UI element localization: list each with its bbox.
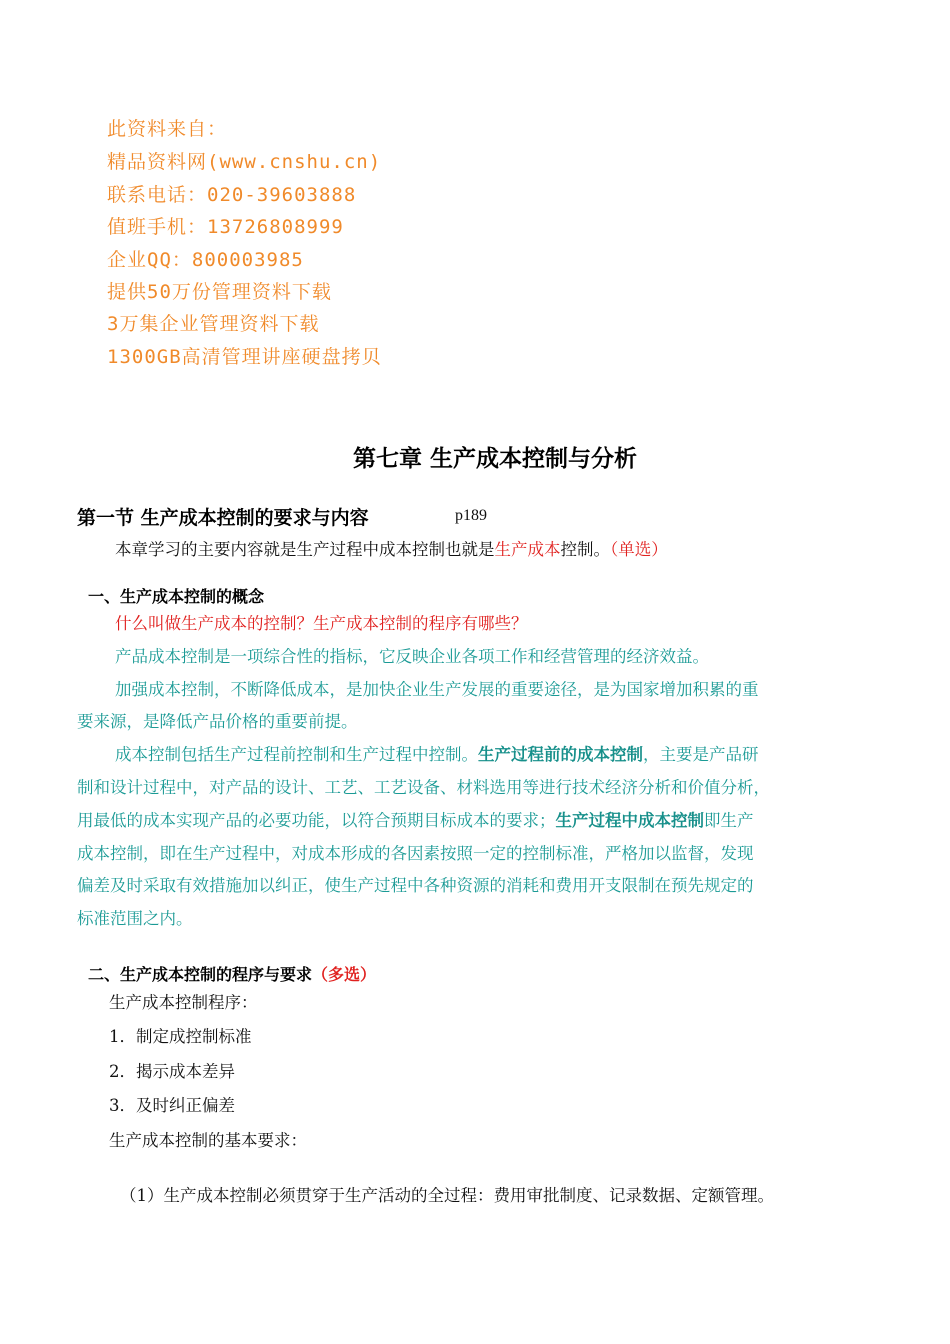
part1-para2-line1: 加强成本控制，不断降低成本，是加快企业生产发展的重要途径，是为国家增加积累的重 bbox=[115, 680, 759, 699]
requirements-label: 生产成本控制的基本要求： bbox=[109, 1131, 307, 1150]
program-step: 3．及时纠正偏差 bbox=[109, 1096, 235, 1115]
intro-text: 本章学习的主要内容就是生产过程中成本控制也就是 bbox=[115, 540, 495, 559]
multiple-choice-tag: （多选） bbox=[312, 965, 377, 984]
part1-para3-line5: 偏差及时采取有效措施加以纠正，使生产过程中各种资源的消耗和费用开支限制在预先规定的 bbox=[77, 876, 754, 895]
intro-highlight: 生产成本 bbox=[494, 540, 561, 559]
part2-heading-text: 二、生产成本控制的程序与要求 bbox=[88, 965, 313, 984]
section-title: 第一节 生产成本控制的要求与内容 bbox=[77, 507, 369, 529]
single-choice-tag: （单选） bbox=[610, 540, 668, 559]
ad-line: 值班手机：13726808999 bbox=[107, 216, 344, 238]
part1-para3-line4: 成本控制，即在生产过程中，对成本形成的各因素按照一定的控制标准，严格加以监督，发现 bbox=[77, 844, 754, 863]
program-step: 1．制定成控制标准 bbox=[109, 1027, 252, 1046]
ad-line: 精品资料网(www.cnshu.cn) bbox=[107, 151, 382, 173]
para3-text: 用最低的成本实现产品的必要功能，以符合预期目标成本的要求； bbox=[77, 811, 556, 830]
program-label: 生产成本控制程序： bbox=[109, 993, 258, 1012]
ad-line: 1300GB高清管理讲座硬盘拷贝 bbox=[107, 346, 382, 368]
in-production-control-term: 生产过程中成本控制 bbox=[555, 811, 704, 830]
para3-text: 成本控制包括生产过程前控制和生产过程中控制。 bbox=[115, 745, 478, 764]
ad-line: 企业QQ：800003985 bbox=[107, 249, 304, 271]
part1-para3-line1 bbox=[115, 747, 759, 764]
part2-heading bbox=[88, 962, 376, 985]
part1-question: 什么叫做生产成本的控制？生产成本控制的程序有哪些？ bbox=[115, 614, 528, 633]
pre-production-control-term: 生产过程前的成本控制 bbox=[478, 745, 643, 764]
part1-para1: 产品成本控制是一项综合性的指标，它反映企业各项工作和经营管理的经济效益。 bbox=[115, 647, 709, 666]
intro-text-end: 控制。 bbox=[560, 540, 610, 559]
para3-text-end: ，主要是产品研 bbox=[643, 745, 759, 764]
part1-para3-line3 bbox=[77, 813, 754, 830]
intro-paragraph bbox=[115, 542, 668, 559]
ad-line: 联系电话：020-39603888 bbox=[107, 184, 357, 206]
part1-para3-line6: 标准范围之内。 bbox=[77, 909, 193, 928]
requirement-item: （1）生产成本控制必须贯穿于生产活动的全过程：费用审批制度、记录数据、定额管理。 bbox=[120, 1186, 774, 1205]
ad-line: 提供50万份管理资料下载 bbox=[107, 281, 332, 303]
program-step: 2．揭示成本差异 bbox=[109, 1062, 235, 1081]
chapter-title: 第七章 生产成本控制与分析 bbox=[352, 446, 637, 472]
para3-text-end: 即生产 bbox=[704, 811, 754, 830]
ad-line: 此资料来自： bbox=[107, 118, 228, 140]
part1-para3-line2: 制和设计过程中，对产品的设计、工艺、工艺设备、材料选用等进行技术经济分析和价值分析， bbox=[77, 778, 770, 797]
part1-heading: 一、生产成本控制的概念 bbox=[88, 587, 265, 606]
part1-para2-line2: 要来源，是降低产品价格的重要前提。 bbox=[77, 712, 358, 731]
ad-line: 3万集企业管理资料下载 bbox=[107, 313, 320, 335]
page-reference: p189 bbox=[455, 507, 487, 524]
